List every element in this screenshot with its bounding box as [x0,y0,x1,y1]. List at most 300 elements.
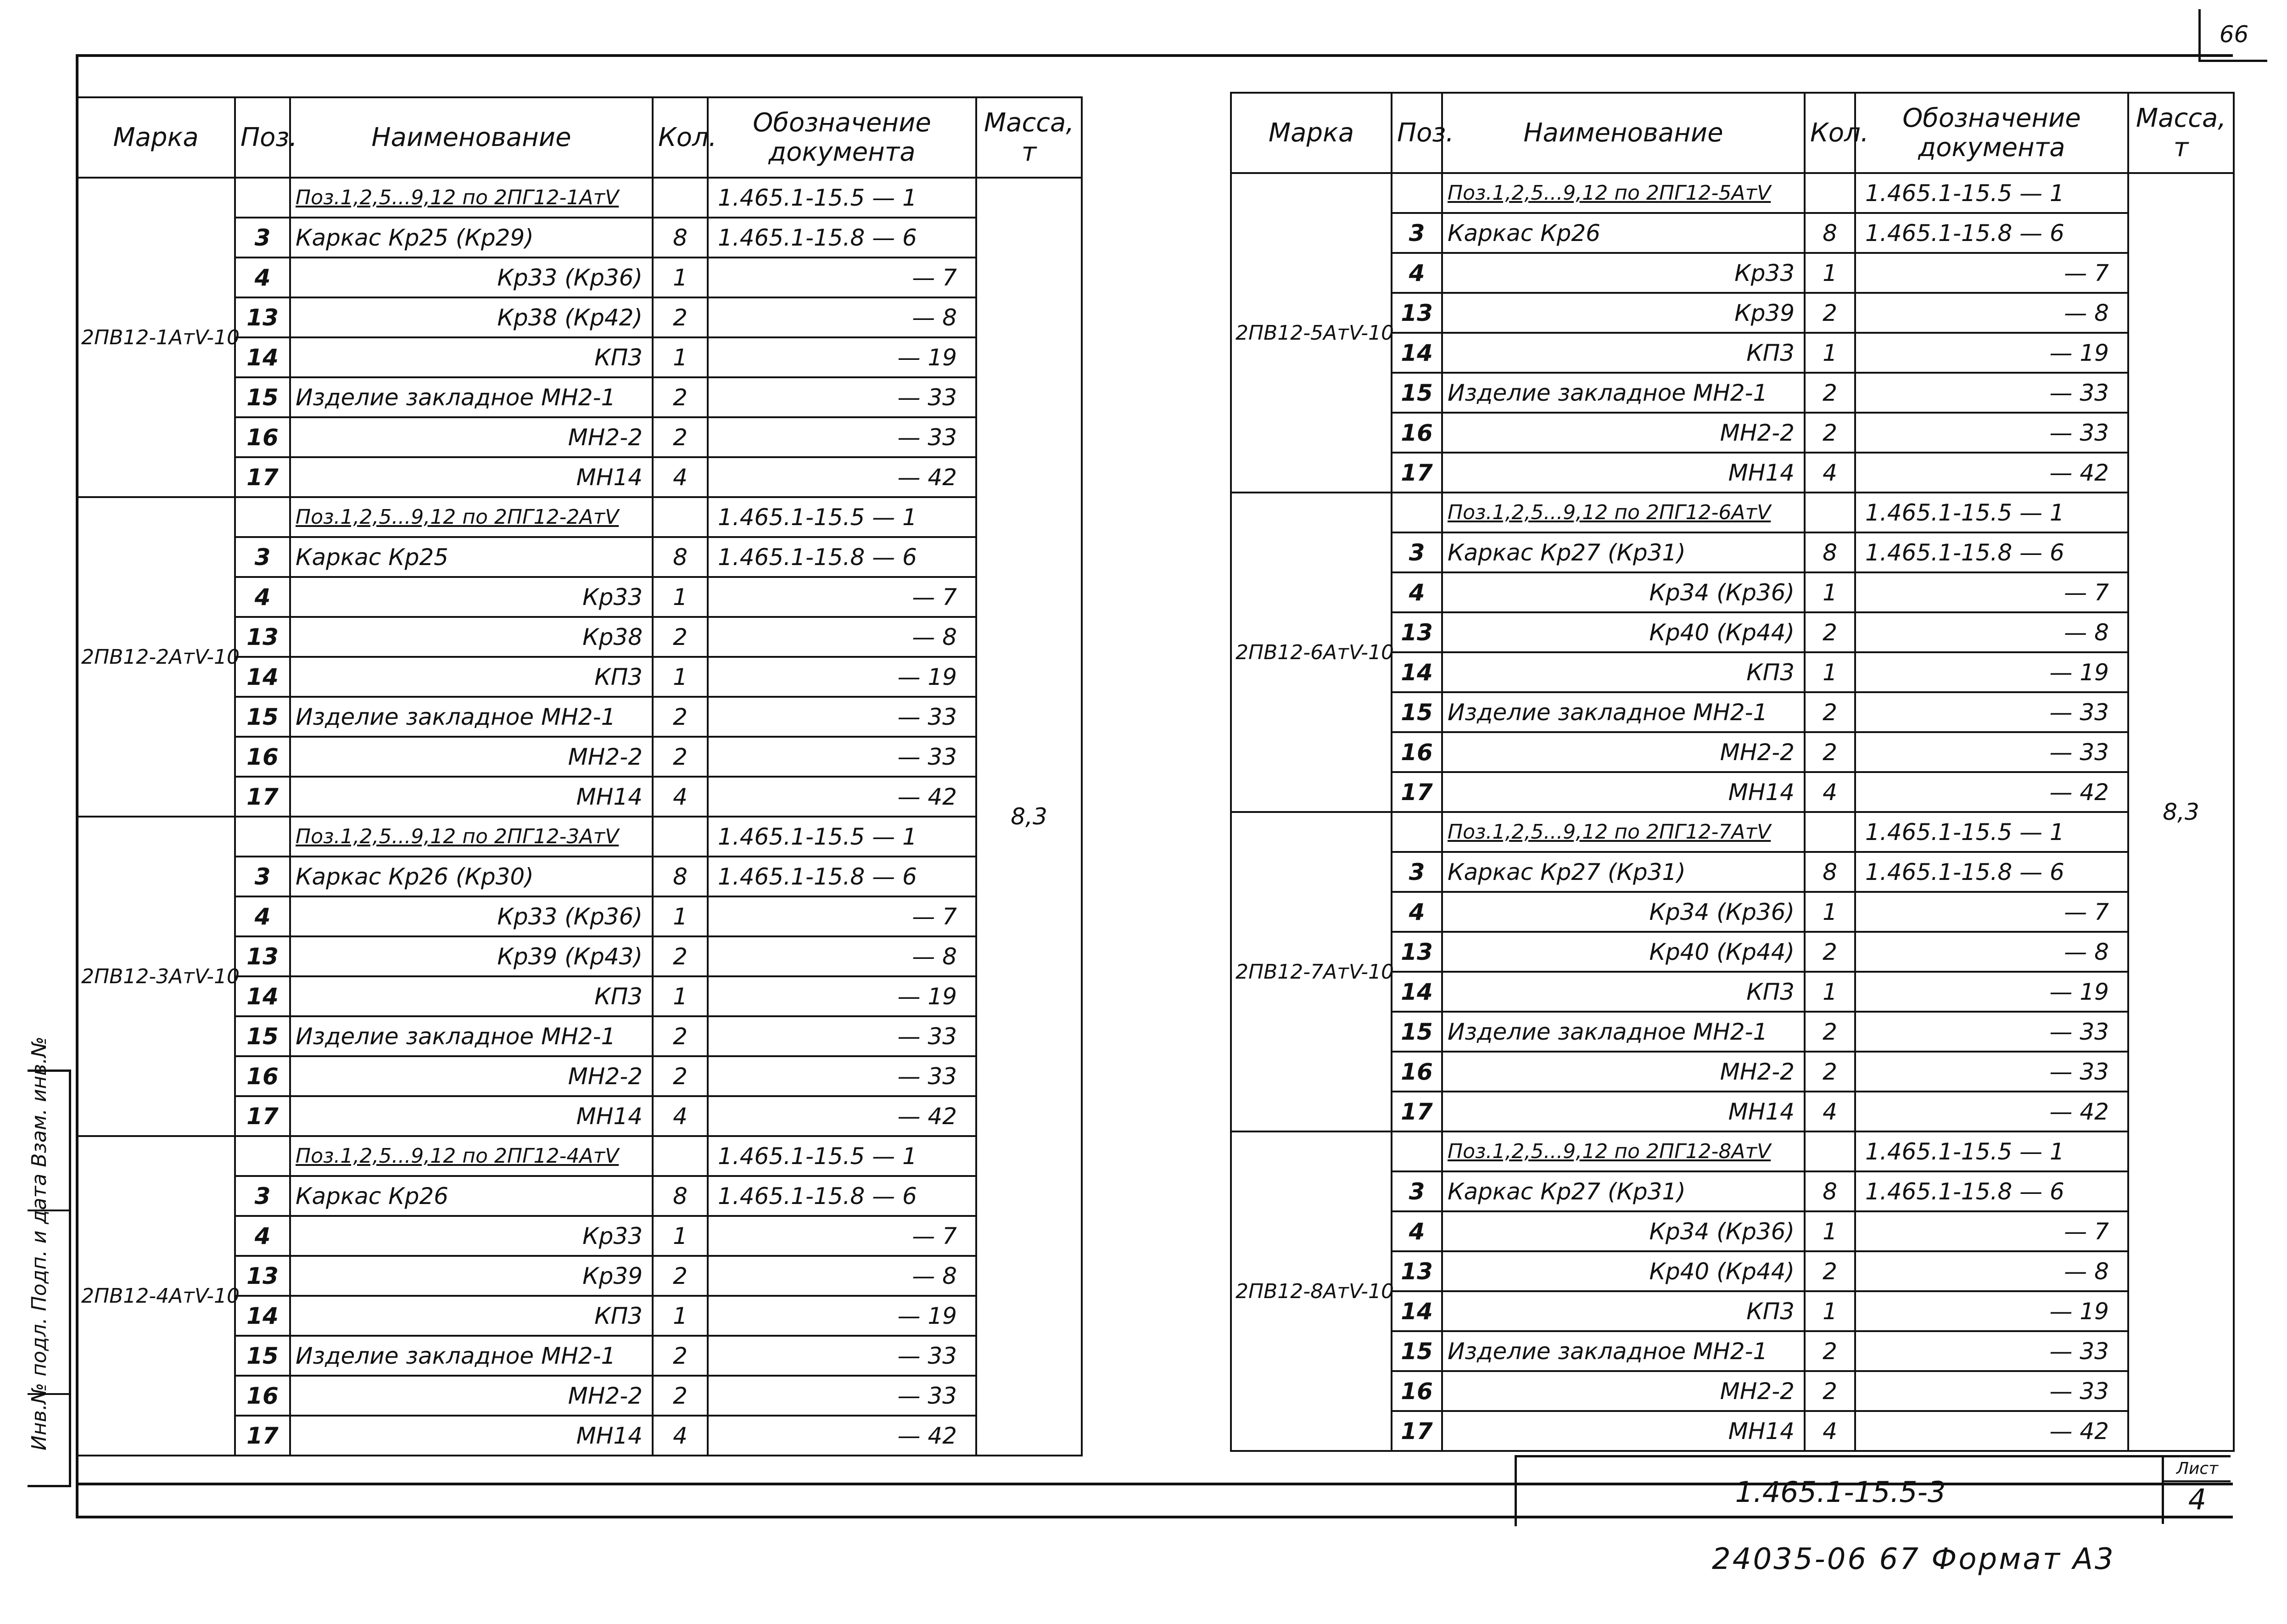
pos-cell: 4 [235,577,290,617]
doc-cell: — 33 [708,1376,976,1416]
doc-cell: — 33 [1855,413,2128,453]
doc-cell: — 33 [708,417,976,457]
pos-cell: 4 [1392,572,1442,612]
qty-cell: 2 [1805,1251,1855,1291]
name-cell: Кр34 (Кр36) [1442,892,1805,932]
qty-cell: 2 [653,417,708,457]
pos-cell [1392,173,1442,213]
doc-cell: 1.465.1-15.5 — 1 [708,178,976,218]
mark-cell: 2ПВ12-6АтV-10 [1231,493,1392,812]
qty-cell: 2 [1805,732,1855,772]
side-stamp-text: Инв.№ подл. Подп. и дата Взам. инв.№ [28,1036,51,1450]
header-pos: Поз. [235,97,290,178]
pos-cell: 16 [235,737,290,777]
pos-cell: 3 [1392,1171,1442,1211]
name-cell: Поз.1,2,5...9,12 по 2ПГ12-6АтV [1442,493,1805,532]
pos-cell: 4 [1392,1211,1442,1251]
name-cell: КП3 [1442,652,1805,692]
qty-cell: 2 [1805,612,1855,652]
table-body [1231,173,2234,1451]
pos-cell: 15 [235,377,290,417]
name-cell: Кр34 (Кр36) [1442,1211,1805,1251]
qty-cell: 2 [653,1056,708,1096]
pos-cell [1392,1131,1442,1171]
name-cell: Кр39 [1442,293,1805,333]
name-cell: Изделие закладное МН2-1 [290,697,653,737]
doc-cell: — 33 [708,1056,976,1096]
pos-cell: 16 [1392,732,1442,772]
name-cell: Поз.1,2,5...9,12 по 2ПГ12-1АтV [290,178,653,218]
header-mass-line1: Масса, [984,107,1074,138]
doc-cell: — 42 [708,1416,976,1456]
header-doc-line2: документа [768,137,916,167]
spec-table-right [1230,92,2235,1452]
mass-cell: 8,3 [976,178,1082,1456]
header-doc-line1: Обозначение [753,107,931,138]
doc-cell: 1.465.1-15.5 — 1 [1855,812,2128,852]
name-cell: Поз.1,2,5...9,12 по 2ПГ12-7АтV [1442,812,1805,852]
qty-cell [1805,812,1855,852]
qty-cell [653,817,708,857]
doc-cell: 1.465.1-15.5 — 1 [708,817,976,857]
doc-cell: 1.465.1-15.8 — 6 [708,537,976,577]
qty-cell: 2 [653,1016,708,1056]
doc-cell: — 8 [1855,932,2128,972]
doc-cell: — 19 [1855,972,2128,1012]
qty-cell: 1 [1805,1291,1855,1331]
pos-cell: 13 [235,617,290,657]
name-cell: КП3 [290,337,653,377]
qty-cell: 2 [1805,1052,1855,1092]
name-cell: Кр40 (Кр44) [1442,612,1805,652]
qty-cell: 1 [1805,333,1855,373]
doc-cell: — 33 [708,377,976,417]
pos-cell: 15 [235,1336,290,1376]
header-qty: Кол. [653,97,708,178]
pos-cell: 16 [1392,1052,1442,1092]
qty-cell: 8 [1805,532,1855,572]
doc-cell: — 7 [1855,1211,2128,1251]
pos-cell: 13 [1392,612,1442,652]
qty-cell: 2 [653,737,708,777]
qty-cell: 1 [653,1216,708,1256]
qty-cell [1805,493,1855,532]
header-pos: Поз. [1392,93,1442,173]
header-doc-line2: документа [1918,132,2065,162]
doc-cell: — 19 [708,657,976,697]
name-cell: Поз.1,2,5...9,12 по 2ПГ12-3АтV [290,817,653,857]
doc-cell: — 7 [1855,572,2128,612]
name-cell: Каркас Кр26 [290,1176,653,1216]
name-cell: МН2-2 [290,417,653,457]
qty-cell: 4 [1805,453,1855,493]
qty-cell: 1 [653,258,708,297]
name-cell: Поз.1,2,5...9,12 по 2ПГ12-5АтV [1442,173,1805,213]
qty-cell: 4 [1805,1092,1855,1131]
pos-cell: 4 [1392,253,1442,293]
doc-cell: — 33 [1855,692,2128,732]
qty-cell: 8 [1805,213,1855,253]
name-cell: Изделие закладное МН2-1 [1442,692,1805,732]
doc-cell: — 8 [708,936,976,976]
name-cell: МН14 [290,777,653,817]
doc-cell: — 33 [1855,1371,2128,1411]
doc-cell: — 33 [1855,1331,2128,1371]
mark-cell: 2ПВ12-2АтV-10 [77,497,235,817]
mark-cell: 2ПВ12-1АтV-10 [77,178,235,497]
name-cell: Кр39 [290,1256,653,1296]
qty-cell: 4 [653,777,708,817]
name-cell: Кр33 (Кр36) [290,896,653,936]
name-cell: Кр40 (Кр44) [1442,932,1805,972]
doc-cell: — 8 [708,1256,976,1296]
footer-format: 24035-06 67 Формат А3 [1712,1542,2115,1576]
header-qty: Кол. [1805,93,1855,173]
name-cell: МН2-2 [1442,1371,1805,1411]
header-mass-line2: т [1021,137,1037,167]
mark-cell: 2ПВ12-3АтV-10 [77,817,235,1136]
qty-cell [653,1136,708,1176]
name-cell: Кр39 (Кр43) [290,936,653,976]
doc-cell: — 42 [1855,453,2128,493]
name-cell: Изделие закладное МН2-1 [1442,373,1805,413]
name-cell: Каркас Кр27 (Кр31) [1442,1171,1805,1211]
mark-cell: 2ПВ12-7АтV-10 [1231,812,1392,1131]
qty-cell: 1 [1805,572,1855,612]
pos-cell: 14 [235,1296,290,1336]
qty-cell: 2 [653,1256,708,1296]
doc-cell: — 42 [708,1096,976,1136]
table-row [77,817,1082,857]
mark-cell: 2ПВ12-8АтV-10 [1231,1131,1392,1451]
doc-cell: — 19 [708,976,976,1016]
qty-cell [1805,173,1855,213]
table-row [77,178,1082,218]
table-row [1231,1131,2234,1171]
name-cell: Каркас Кр26 [1442,213,1805,253]
doc-cell: — 19 [1855,333,2128,373]
qty-cell [653,497,708,537]
pos-cell: 14 [1392,972,1442,1012]
doc-cell: 1.465.1-15.5 — 1 [1855,1131,2128,1171]
doc-cell: — 8 [708,297,976,337]
name-cell: Поз.1,2,5...9,12 по 2ПГ12-4АтV [290,1136,653,1176]
name-cell: МН2-2 [1442,732,1805,772]
qty-cell: 2 [1805,293,1855,333]
pos-cell: 15 [1392,1331,1442,1371]
doc-cell: 1.465.1-15.5 — 1 [708,497,976,537]
name-cell: КП3 [290,1296,653,1336]
qty-cell: 8 [653,1176,708,1216]
qty-cell: 2 [653,936,708,976]
doc-cell: 1.465.1-15.8 — 6 [708,1176,976,1216]
header-name: Наименование [1442,93,1805,173]
name-cell: Каркас Кр27 (Кр31) [1442,532,1805,572]
pos-cell [1392,812,1442,852]
name-cell: МН14 [1442,1411,1805,1451]
pos-cell: 17 [235,777,290,817]
pos-cell: 17 [1392,772,1442,812]
pos-cell: 3 [235,218,290,258]
name-cell: Кр33 [1442,253,1805,293]
name-cell: Изделие закладное МН2-1 [290,377,653,417]
qty-cell: 1 [1805,253,1855,293]
header-mark: Марка [77,97,235,178]
name-cell: МН14 [1442,1092,1805,1131]
qty-cell: 1 [653,1296,708,1336]
pos-cell: 17 [235,1096,290,1136]
qty-cell: 1 [1805,652,1855,692]
pos-cell: 4 [235,258,290,297]
pos-cell: 14 [1392,333,1442,373]
doc-cell: — 7 [708,896,976,936]
name-cell: Кр38 [290,617,653,657]
sheet-number: 4 [2188,1483,2207,1516]
name-cell: МН14 [1442,772,1805,812]
pos-cell: 3 [1392,532,1442,572]
sheet-label: Лист [2164,1457,2231,1482]
doc-cell: — 19 [708,1296,976,1336]
qty-cell: 2 [1805,413,1855,453]
name-cell: КП3 [290,657,653,697]
pos-cell: 13 [235,936,290,976]
qty-cell: 2 [653,377,708,417]
name-cell: МН2-2 [290,737,653,777]
name-cell: Изделие закладное МН2-1 [290,1336,653,1376]
pos-cell: 3 [235,537,290,577]
qty-cell: 2 [653,1336,708,1376]
doc-cell: — 33 [1855,1012,2128,1052]
name-cell: Кр40 (Кр44) [1442,1251,1805,1291]
doc-cell: — 19 [1855,652,2128,692]
pos-cell: 16 [235,1376,290,1416]
pos-cell: 14 [235,976,290,1016]
pos-cell: 4 [235,1216,290,1256]
qty-cell [653,178,708,218]
doc-cell: — 7 [708,577,976,617]
name-cell: КП3 [290,976,653,1016]
pos-cell: 16 [1392,1371,1442,1411]
page-number: 66 [2219,21,2249,48]
doc-cell: — 7 [708,258,976,297]
table-row [77,497,1082,537]
mark-cell: 2ПВ12-4АтV-10 [77,1136,235,1456]
doc-cell: — 19 [708,337,976,377]
doc-cell: — 8 [708,617,976,657]
doc-cell: 1.465.1-15.5 — 1 [708,1136,976,1176]
doc-cell: — 19 [1855,1291,2128,1331]
qty-cell: 2 [653,297,708,337]
name-cell: Изделие закладное МН2-1 [290,1016,653,1056]
pos-cell: 17 [235,457,290,497]
header-mass [2128,93,2234,173]
pos-cell [235,178,290,218]
doc-cell: — 7 [1855,892,2128,932]
table-row [1231,812,2234,852]
doc-cell: 1.465.1-15.8 — 6 [708,857,976,896]
qty-cell: 4 [1805,1411,1855,1451]
name-cell: МН14 [290,1096,653,1136]
pos-cell: 3 [1392,852,1442,892]
pos-cell: 17 [1392,1411,1442,1451]
name-cell: МН2-2 [290,1056,653,1096]
title-block-sheet [2162,1455,2231,1524]
qty-cell: 4 [1805,772,1855,812]
name-cell: МН2-2 [1442,1052,1805,1092]
qty-cell: 1 [653,896,708,936]
qty-cell: 2 [653,697,708,737]
table-row [77,1136,1082,1176]
name-cell: Кр34 (Кр36) [1442,572,1805,612]
pos-cell: 15 [1392,1012,1442,1052]
name-cell: КП3 [1442,972,1805,1012]
qty-cell: 4 [653,1096,708,1136]
pos-cell: 15 [1392,373,1442,413]
pos-cell: 15 [1392,692,1442,732]
doc-cell: — 33 [708,737,976,777]
qty-cell: 1 [653,577,708,617]
qty-cell: 1 [1805,892,1855,932]
spec-table-left [76,96,1083,1456]
name-cell: МН14 [290,457,653,497]
table-row [1231,493,2234,532]
doc-cell: — 33 [708,697,976,737]
doc-cell: — 42 [708,777,976,817]
doc-cell: — 33 [708,1336,976,1376]
qty-cell: 4 [653,457,708,497]
doc-cell: — 42 [1855,1411,2128,1451]
pos-cell: 17 [1392,1092,1442,1131]
name-cell: МН2-2 [290,1376,653,1416]
name-cell: Кр33 [290,577,653,617]
pos-cell: 4 [235,896,290,936]
doc-cell: 1.465.1-15.8 — 6 [1855,532,2128,572]
qty-cell: 2 [653,1376,708,1416]
header-mass-line2: т [2173,132,2189,162]
qty-cell: 2 [653,617,708,657]
pos-cell: 13 [1392,932,1442,972]
doc-cell: — 7 [708,1216,976,1256]
pos-cell: 14 [1392,652,1442,692]
pos-cell [1392,493,1442,532]
header-mass-line1: Масса, [2136,103,2226,133]
doc-cell: — 33 [708,1016,976,1056]
name-cell: КП3 [1442,333,1805,373]
qty-cell: 8 [653,218,708,258]
name-cell: Изделие закладное МН2-1 [1442,1331,1805,1371]
pos-cell [235,497,290,537]
pos-cell: 15 [235,697,290,737]
header-name: Наименование [290,97,653,178]
doc-cell: 1.465.1-15.8 — 6 [1855,1171,2128,1211]
pos-cell: 16 [235,1056,290,1096]
doc-cell: — 33 [1855,1052,2128,1092]
qty-cell: 4 [653,1416,708,1456]
name-cell: МН2-2 [1442,413,1805,453]
doc-cell: — 42 [1855,772,2128,812]
name-cell: Кр33 [290,1216,653,1256]
qty-cell: 2 [1805,1331,1855,1371]
qty-cell [1805,1131,1855,1171]
pos-cell: 14 [1392,1291,1442,1331]
doc-cell: 1.465.1-15.8 — 6 [1855,852,2128,892]
mark-cell: 2ПВ12-5АтV-10 [1231,173,1392,493]
name-cell: КП3 [1442,1291,1805,1331]
name-cell: Поз.1,2,5...9,12 по 2ПГ12-2АтV [290,497,653,537]
mass-cell: 8,3 [2128,173,2234,1451]
doc-cell: — 8 [1855,293,2128,333]
qty-cell: 1 [653,976,708,1016]
qty-cell: 8 [653,537,708,577]
title-block-designation: 1.465.1-15.5-3 [1515,1455,2164,1526]
name-cell: Каркас Кр25 (Кр29) [290,218,653,258]
pos-cell: 3 [235,1176,290,1216]
name-cell: Кр33 (Кр36) [290,258,653,297]
qty-cell: 2 [1805,1371,1855,1411]
pos-cell: 16 [1392,413,1442,453]
page-number-box [2198,9,2267,62]
doc-cell: 1.465.1-15.8 — 6 [708,218,976,258]
qty-cell: 2 [1805,932,1855,972]
pos-cell: 13 [1392,293,1442,333]
name-cell: МН14 [1442,453,1805,493]
pos-cell: 4 [1392,892,1442,932]
qty-cell: 1 [1805,972,1855,1012]
doc-cell: — 33 [1855,732,2128,772]
table-header-row [1231,93,2234,173]
table-header-row [77,97,1082,178]
qty-cell: 2 [1805,692,1855,732]
doc-cell: — 42 [1855,1092,2128,1131]
header-doc [708,97,976,178]
pos-cell [235,1136,290,1176]
qty-cell: 2 [1805,1012,1855,1052]
name-cell: Каркас Кр26 (Кр30) [290,857,653,896]
qty-cell: 8 [1805,852,1855,892]
pos-cell: 13 [235,297,290,337]
pos-cell: 3 [235,857,290,896]
doc-cell: 1.465.1-15.5 — 1 [1855,493,2128,532]
name-cell: Поз.1,2,5...9,12 по 2ПГ12-8АтV [1442,1131,1805,1171]
pos-cell: 14 [235,657,290,697]
qty-cell: 1 [653,657,708,697]
header-mark: Марка [1231,93,1392,173]
qty-cell: 1 [1805,1211,1855,1251]
doc-cell: — 8 [1855,612,2128,652]
doc-cell: — 42 [708,457,976,497]
table-body [77,178,1082,1456]
pos-cell: 13 [1392,1251,1442,1291]
doc-cell: 1.465.1-15.5 — 1 [1855,173,2128,213]
qty-cell: 8 [653,857,708,896]
pos-cell [235,817,290,857]
name-cell: Каркас Кр25 [290,537,653,577]
doc-cell: 1.465.1-15.8 — 6 [1855,213,2128,253]
name-cell: Каркас Кр27 (Кр31) [1442,852,1805,892]
name-cell: МН14 [290,1416,653,1456]
pos-cell: 14 [235,337,290,377]
doc-cell: — 33 [1855,373,2128,413]
qty-cell: 2 [1805,373,1855,413]
pos-cell: 17 [235,1416,290,1456]
pos-cell: 3 [1392,213,1442,253]
header-mass [976,97,1082,178]
doc-cell: — 8 [1855,1251,2128,1291]
pos-cell: 16 [235,417,290,457]
header-doc [1855,93,2128,173]
name-cell: Изделие закладное МН2-1 [1442,1012,1805,1052]
doc-cell: — 7 [1855,253,2128,293]
